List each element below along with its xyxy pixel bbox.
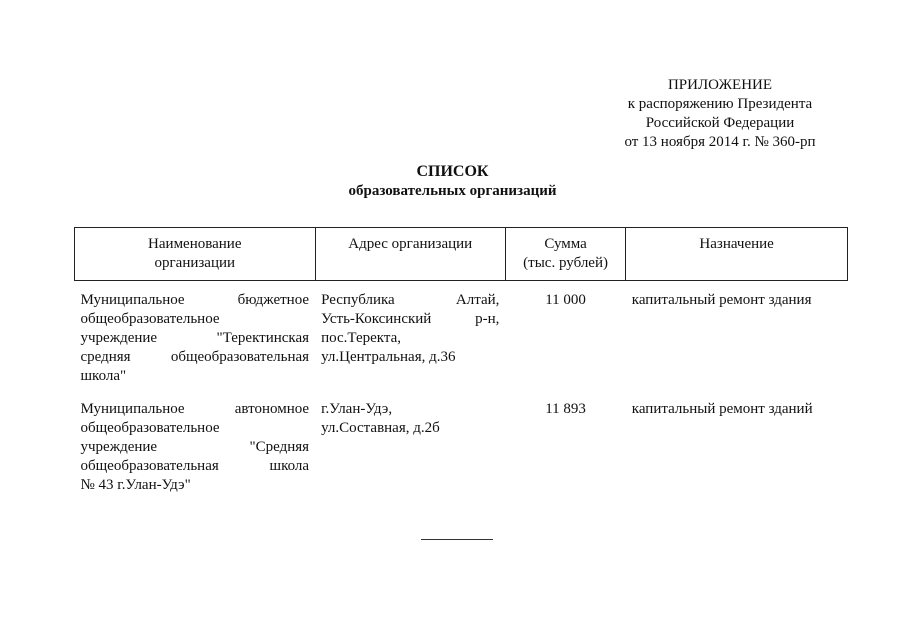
header-address-text: Адрес организации <box>348 236 473 252</box>
header-sum-line1: Сумма <box>544 236 587 252</box>
cell-word: учреждение <box>80 439 158 455</box>
cell-word: бюджетное <box>237 292 310 308</box>
cell-word: школа" <box>80 368 127 384</box>
cell-word: "Теректинская <box>216 330 310 346</box>
cell-address <box>315 400 505 495</box>
header-purpose-text: Назначение <box>699 236 774 252</box>
cell-line <box>81 400 310 419</box>
cell-line <box>81 419 310 438</box>
cell-word: Республика <box>321 292 395 308</box>
cell-sum: 11 000 <box>545 292 586 308</box>
cell-word: № 43 г.Улан-Удэ" <box>80 477 191 493</box>
cell-word: р-н, <box>475 311 500 327</box>
appendix-title: ПРИЛОЖЕНИЕ <box>667 77 773 93</box>
cell-line <box>321 419 499 438</box>
table-row <box>75 291 848 386</box>
appendix-line: к распоряжению Президента <box>627 96 813 112</box>
header-name-line1: Наименование <box>148 236 242 252</box>
table-row <box>75 400 848 495</box>
cell-word: средняя <box>80 349 131 365</box>
cell-line <box>321 291 499 310</box>
appendix-date-line: от 13 ноября 2014 г. № 360-рп <box>624 134 816 150</box>
cell-word: общеобразовательное <box>80 420 220 436</box>
cell-word: г.Улан-Удэ, <box>321 401 393 417</box>
header-name <box>75 228 316 281</box>
header-name-line2: организации <box>154 255 236 271</box>
end-rule <box>421 539 493 540</box>
organizations-table <box>74 227 848 495</box>
appendix-line: Российской Федерации <box>645 115 795 131</box>
cell-purpose: капитальный ремонт зданий <box>631 401 813 417</box>
cell-organization-name <box>75 400 316 495</box>
header-sum-line2: (тыс. рублей) <box>523 255 608 271</box>
cell-sum: 11 893 <box>545 401 586 417</box>
cell-line <box>321 310 499 329</box>
cell-word: общеобразовательная <box>170 349 310 365</box>
header-purpose <box>626 228 848 281</box>
cell-word: Муниципальное <box>80 292 185 308</box>
cell-word: школа <box>269 458 310 474</box>
cell-word: автономное <box>234 401 310 417</box>
cell-word: пос.Теректа, <box>321 330 402 346</box>
document-title: СПИСОК <box>416 163 489 180</box>
cell-word: ул.Центральная, д.36 <box>321 349 456 365</box>
cell-line <box>81 476 310 495</box>
cell-line <box>81 348 310 367</box>
cell-line <box>321 400 499 419</box>
cell-word: Муниципальное <box>80 401 185 417</box>
header-sum <box>505 228 625 281</box>
cell-line <box>321 329 499 348</box>
cell-address <box>315 291 505 386</box>
cell-line <box>81 367 310 386</box>
cell-line <box>81 457 310 476</box>
cell-word: ул.Составная, д.2б <box>321 420 440 436</box>
cell-word: "Средняя <box>249 439 310 455</box>
cell-purpose: капитальный ремонт здания <box>631 292 812 308</box>
cell-line <box>321 348 499 367</box>
cell-word: Усть-Коксинский <box>321 311 432 327</box>
cell-word: общеобразовательная <box>80 458 219 474</box>
cell-word: учреждение <box>80 330 158 346</box>
cell-line <box>81 310 310 329</box>
cell-line <box>81 329 310 348</box>
table-header-row <box>75 228 848 281</box>
cell-organization-name <box>75 291 316 386</box>
appendix-block <box>600 76 840 152</box>
cell-line <box>81 438 310 457</box>
document-subtitle: образовательных организаций <box>348 183 557 199</box>
cell-line <box>81 291 310 310</box>
cell-word: Алтай, <box>455 292 500 308</box>
header-address <box>315 228 505 281</box>
cell-word: общеобразовательное <box>80 311 220 327</box>
